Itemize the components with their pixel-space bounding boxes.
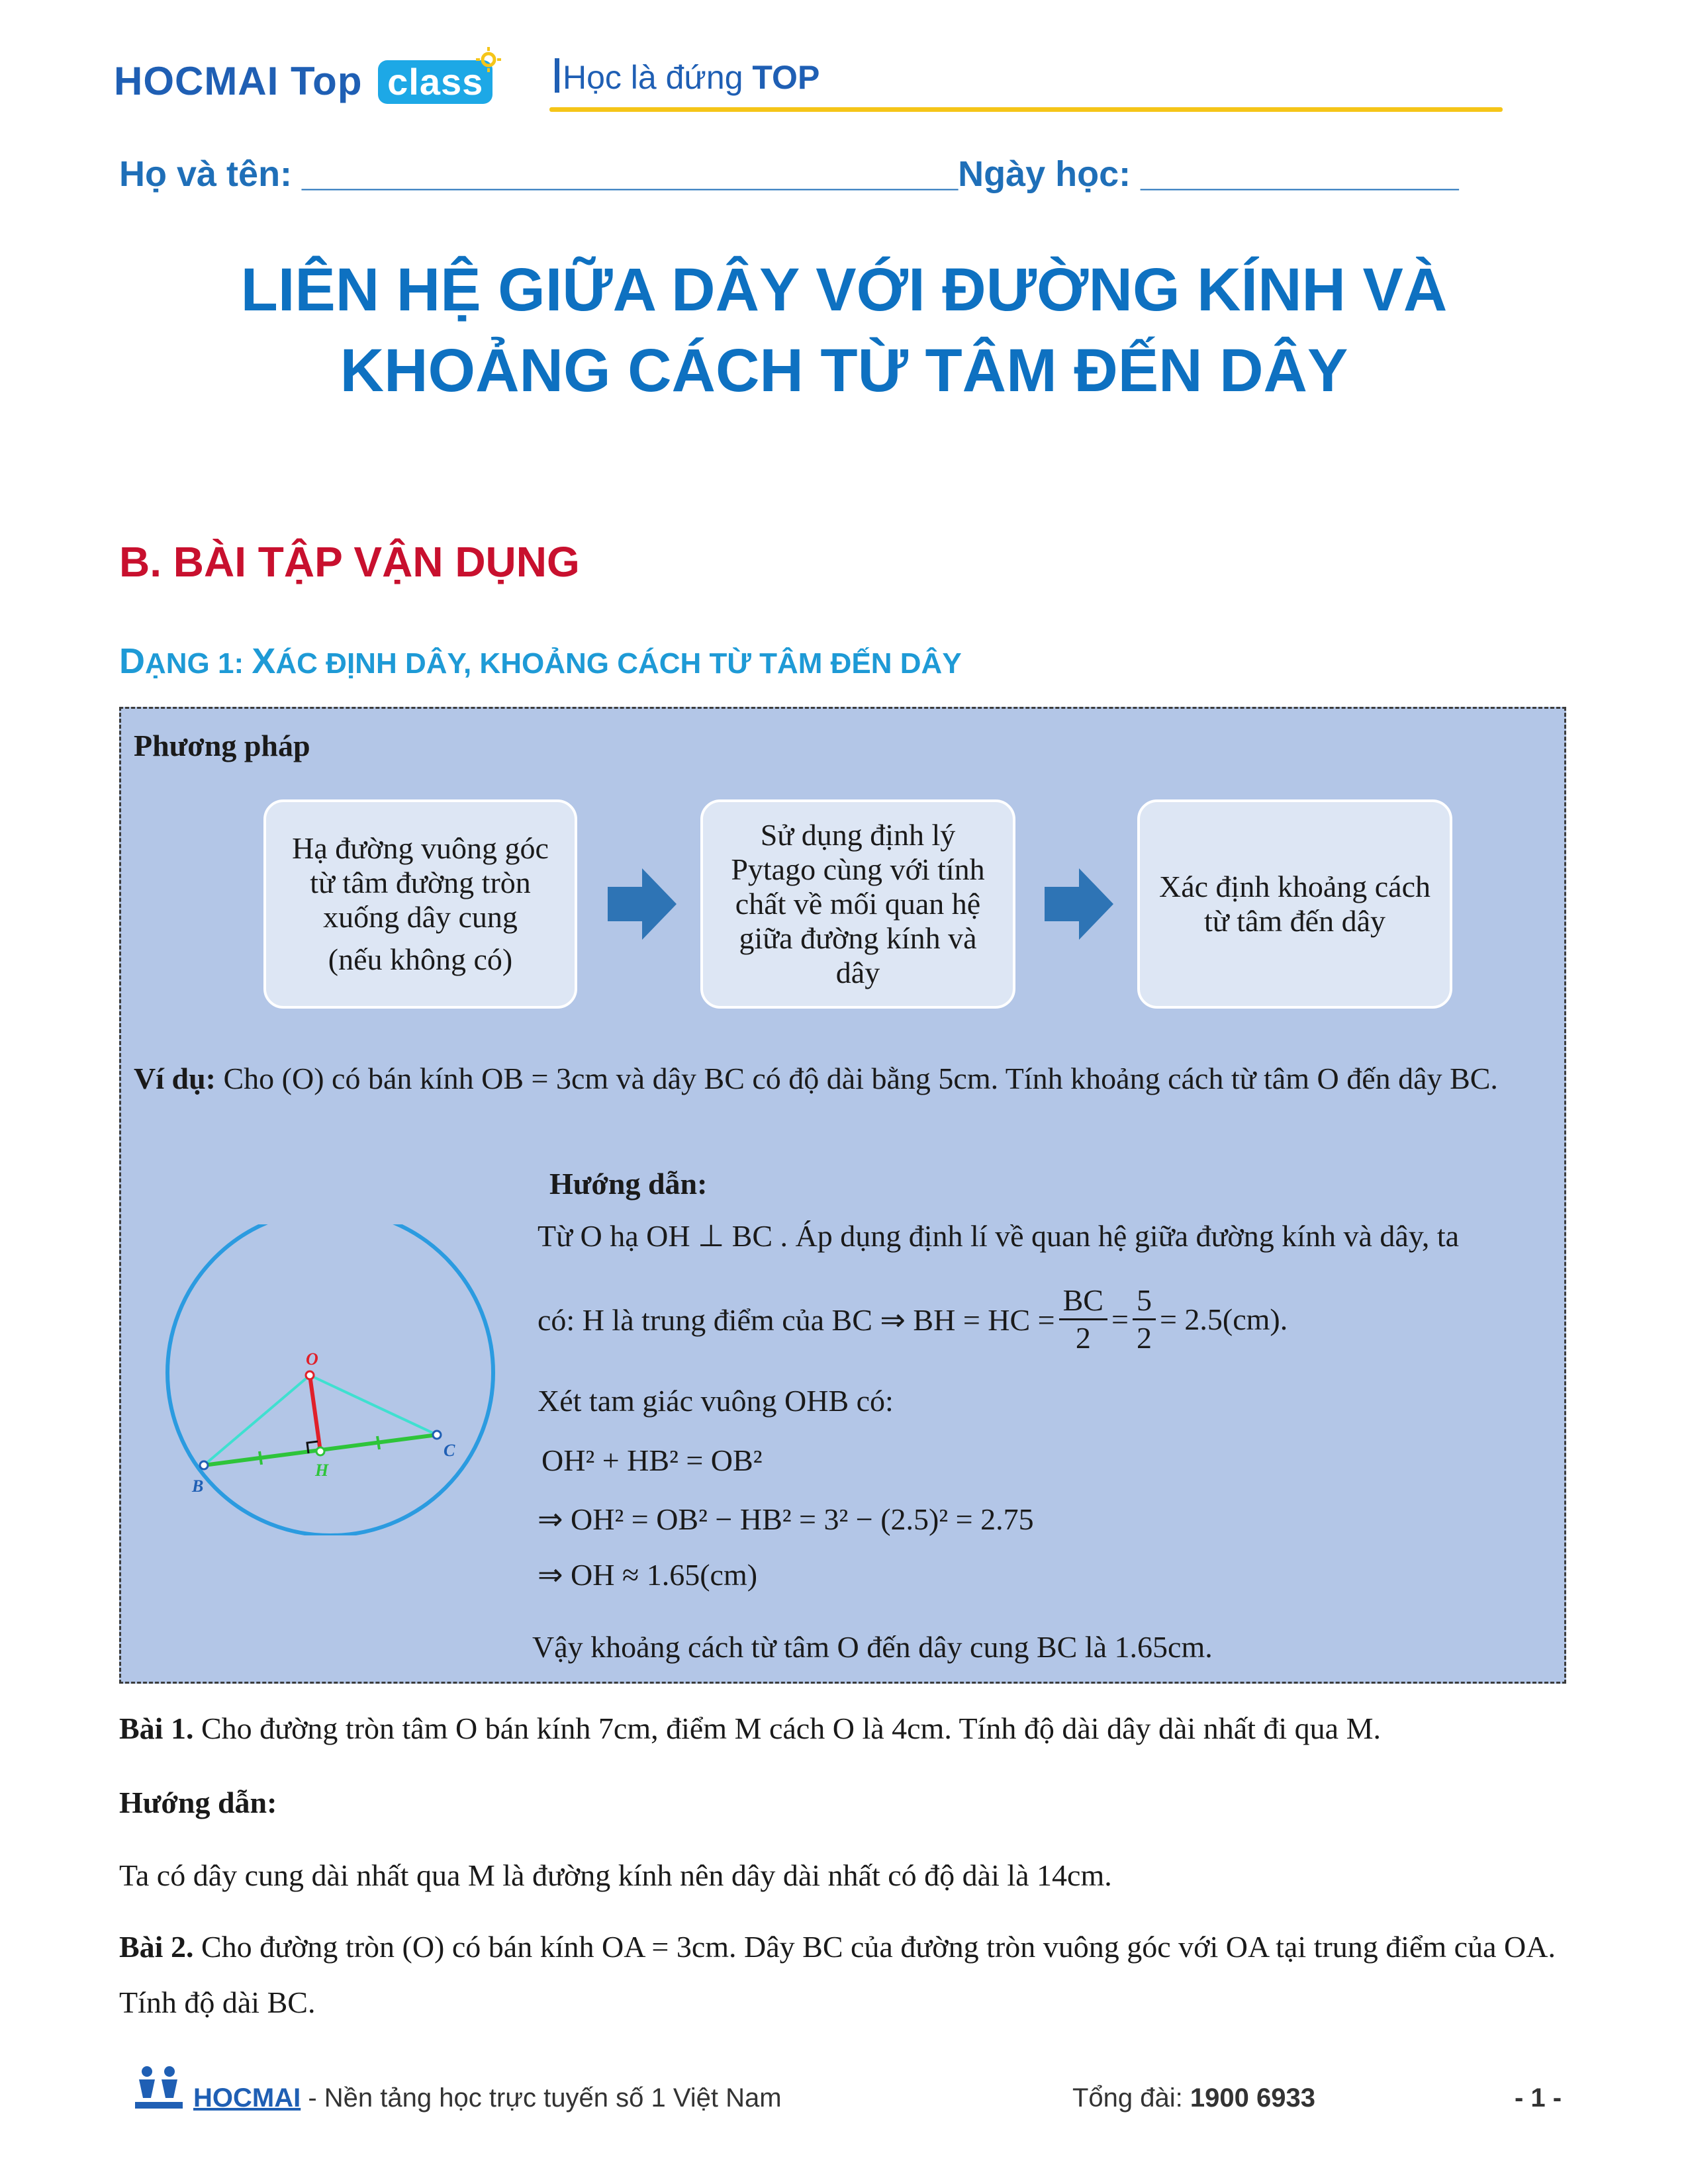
footer-brand-link[interactable]: HOCMAI bbox=[193, 2083, 301, 2113]
label-o: O bbox=[306, 1349, 318, 1369]
equation-2: ⇒ OH² = OB² − HB² = 3² − (2.5)² = 2.75 bbox=[538, 1502, 1034, 1536]
tagline-bold: TOP bbox=[752, 59, 820, 96]
page-title-line2: KHOẢNG CÁCH TỪ TÂM ĐẾN DÂY bbox=[340, 337, 1348, 404]
label-c: C bbox=[444, 1441, 455, 1460]
fraction-2-denominator: 2 bbox=[1136, 1321, 1152, 1355]
dang-text-1: ẠNG 1: bbox=[145, 647, 252, 680]
circle-o bbox=[167, 1224, 493, 1535]
tick-hc bbox=[377, 1436, 379, 1449]
fraction-1-numerator: BC bbox=[1059, 1283, 1107, 1320]
dang-initial: D bbox=[119, 641, 145, 681]
point-c bbox=[433, 1431, 441, 1439]
fraction-2-numerator: 5 bbox=[1133, 1283, 1156, 1320]
flow-step-3-text: Xác định khoảng cách từ tâm đến dây bbox=[1158, 870, 1430, 938]
example-text bbox=[134, 1051, 1550, 1107]
tagline-prefix: Học là đứng bbox=[563, 59, 743, 96]
flow-step-2-text: Sử dụng định lý Pytago cùng với tính chất về mối quan hệ giữa đường kính và dây bbox=[731, 818, 985, 989]
footer-hotline-label: Tổng đài: bbox=[1072, 2083, 1190, 2113]
tagline bbox=[563, 58, 820, 97]
label-h: H bbox=[315, 1461, 329, 1480]
name-date-line: Họ và tên: _________________________________Ngày học: ________________ bbox=[119, 154, 1459, 194]
logo-class: class bbox=[378, 60, 492, 104]
exercise-1-guide bbox=[119, 1775, 1569, 1831]
exercise-2-label: Bài 2. bbox=[119, 1930, 194, 1964]
point-h bbox=[316, 1447, 324, 1455]
dang-text-2: ÁC ĐỊNH DÂY, KHOẢNG CÁCH TỪ TÂM ĐẾN DÂY bbox=[275, 647, 962, 680]
example-conclusion: Vậy khoảng cách từ tâm O đến dây cung BC là 1.65cm. bbox=[532, 1630, 1213, 1664]
solution-line-2: có: H là trung điểm của BC ⇒ BH = HC = $\frac{BC}{2}$ = $\frac{5}{2}$ = 2.5(cm). bbox=[538, 1283, 1288, 1355]
method-label: Phương pháp bbox=[134, 729, 310, 762]
logo-main: HOCMAI bbox=[114, 59, 279, 103]
fraction-5-over-2 bbox=[1133, 1283, 1156, 1356]
header-underline bbox=[549, 107, 1503, 112]
footer-hotline bbox=[1072, 2083, 1315, 2113]
circle-figure bbox=[159, 1224, 503, 1535]
hocmai-footer-logo-icon bbox=[132, 2065, 185, 2111]
flow-step-1 bbox=[263, 799, 577, 1009]
page-title-line1: LIÊN HỆ GIỮA DÂY VỚI ĐƯỜNG KÍNH VÀ bbox=[240, 256, 1448, 324]
exercise-1-label: Bài 1. bbox=[119, 1711, 194, 1745]
exercise-2 bbox=[119, 1919, 1569, 2030]
exercise-1-guide-label: Hướng dẫn: bbox=[119, 1786, 277, 1819]
flow-step-3 bbox=[1137, 799, 1452, 1009]
solution-line-3: Xét tam giác vuông OHB có: bbox=[538, 1384, 894, 1418]
exercise-1 bbox=[119, 1701, 1569, 1756]
label-b: B bbox=[192, 1477, 204, 1496]
example-label: Ví dụ: bbox=[134, 1062, 216, 1095]
equation-3: ⇒ OH ≈ 1.65(cm) bbox=[538, 1558, 758, 1592]
fraction-1-denominator: 2 bbox=[1075, 1321, 1091, 1355]
dang-x-initial: X bbox=[252, 641, 276, 681]
solution-line-2-prefix: có: H là trung điểm của BC ⇒ BH = HC = bbox=[538, 1302, 1055, 1337]
exercise-2-text: Cho đường tròn (O) có bán kính OA = 3cm. Dây BC của đường tròn vuông góc với OA tại trung điểm của OA. Tính độ dài BC. bbox=[119, 1930, 1556, 2019]
exercise-1-text: Cho đường tròn tâm O bán kính 7cm, điểm M cách O là 4cm. Tính độ dài dây dài nhất đi qua M. bbox=[193, 1711, 1381, 1745]
logo-sun-icon bbox=[475, 46, 502, 73]
example-body: Cho (O) có bán kính OB = 3cm và dây BC có độ dài bằng 5cm. Tính khoảng cách từ tâm O đến dây BC. bbox=[215, 1062, 1498, 1095]
segment-oc bbox=[310, 1375, 437, 1435]
point-o bbox=[306, 1371, 314, 1379]
flow-step-1-note: (nếu không có) bbox=[328, 942, 513, 976]
tick-bh bbox=[259, 1451, 261, 1465]
example-guide-label: Hướng dẫn: bbox=[549, 1167, 708, 1201]
flow-step-1-text: Hạ đường vuông góc từ tâm đường tròn xuống dây cung bbox=[292, 831, 549, 934]
fraction-bc-over-2 bbox=[1059, 1283, 1107, 1356]
logo-top: Top bbox=[290, 59, 363, 103]
flow-arrow-1-icon bbox=[608, 868, 677, 940]
tagline-divider bbox=[555, 58, 559, 93]
solution-line-1: Từ O hạ OH ⊥ BC . Áp dụng định lí về quan hệ giữa đường kính và dây, ta bbox=[538, 1219, 1460, 1253]
footer-hotline-number: 1900 6933 bbox=[1190, 2083, 1315, 2113]
exercise-1-answer: Ta có dây cung dài nhất qua M là đường kính nên dây dài nhất có độ dài là 14cm. bbox=[119, 1858, 1112, 1892]
flow-step-2 bbox=[700, 799, 1015, 1009]
dang-heading bbox=[119, 641, 962, 682]
solution-line-2-suffix: = 2.5(cm). bbox=[1159, 1302, 1288, 1336]
equation-1: OH² + HB² = OB² bbox=[541, 1443, 763, 1477]
flow-arrow-2-icon bbox=[1045, 868, 1113, 940]
footer-tagline: - Nền tảng học trực tuyến số 1 Việt Nam bbox=[301, 2083, 782, 2113]
segment-oh bbox=[310, 1375, 320, 1451]
footer-brand-line bbox=[193, 2083, 782, 2113]
hocmai-logo bbox=[114, 58, 492, 104]
point-b bbox=[200, 1461, 208, 1469]
section-heading: B. BÀI TẬP VẬN DỤNG bbox=[119, 538, 580, 586]
page-number: - 1 - bbox=[1515, 2083, 1562, 2113]
